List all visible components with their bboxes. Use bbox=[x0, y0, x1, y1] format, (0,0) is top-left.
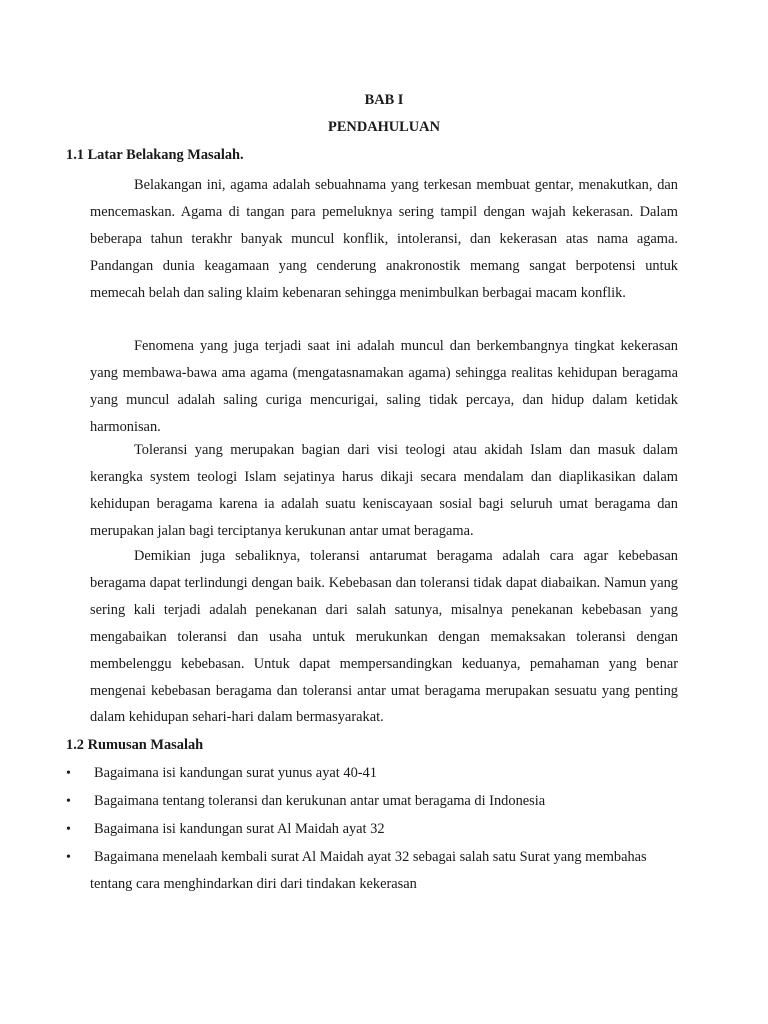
bullet-icon: • bbox=[66, 766, 71, 781]
paragraph: Demikian juga sebaliknya, toleransi antarumat beragama adalah cara agar kebebasan beragama dapat terlindungi dengan baik. Kebebasan dan toleransi tidak dapat diabaikan. Namun yang sering kali terjadi adalah penekanan dari salah satunya, misalnya penekanan kebebasan yang mengabaikan toleransi dan usaha untuk merukunkan dengan memaksakan toleransi dengan membelenggu kebebasan. Untuk dapat mempersandingkan keduanya, pemahaman yang benar mengenai kebebasan beragama dan toleransi antar umat beragama merupakan sesuatu yang penting dalam kehidupan sehari-hari dalam bermasyarakat. bbox=[90, 548, 678, 726]
bullet-icon: • bbox=[66, 850, 71, 865]
list-item-text: Bagaimana tentang toleransi dan kerukunan antar umat beragama di Indonesia bbox=[94, 793, 546, 809]
problem-list bbox=[64, 760, 684, 898]
list-item bbox=[64, 760, 684, 787]
section-heading-problem-formulation: 1.2 Rumusan Masalah bbox=[66, 737, 204, 753]
chapter-subtitle: PENDAHULUAN bbox=[328, 119, 440, 135]
paragraph: Belakangan ini, agama adalah sebuahnama yang terkesan membuat gentar, menakutkan, dan mencemaskan. Agama di tangan para pemeluknya sering tampil dengan wajah kekerasan. Dalam beberapa tahun terakhr banyak muncul konflik, intoleransi, dan kekerasan atas nama agama. Pandangan dunia keagamaan yang cenderung anakronostik memang sangat berpotensi untuk memecah belah dan saling klaim kebenaran sehingga menimbulkan berbagai macam konflik. bbox=[90, 177, 678, 301]
list-item-text: Bagaimana isi kandungan surat Al Maidah ayat 32 bbox=[94, 821, 385, 837]
chapter-title: BAB I bbox=[364, 92, 404, 108]
paragraph: Fenomena yang juga terjadi saat ini adalah muncul dan berkembangnya tingkat kekerasan yang membawa-bawa ama agama (mengatasnamakan agama) sehingga realitas kehidupan beragama yang muncul adalah saling curiga mencurigai, saling tidak percaya, dan hidup dalam ketidak harmonisan. bbox=[90, 338, 678, 435]
bullet-icon: • bbox=[66, 794, 71, 809]
list-item-text-continuation: tentang cara menghindarkan diri dari tindakan kekerasan bbox=[90, 876, 417, 892]
list-item bbox=[64, 816, 684, 843]
list-item bbox=[64, 788, 684, 815]
bullet-icon: • bbox=[66, 822, 71, 837]
section-heading-background: 1.1 Latar Belakang Masalah. bbox=[66, 147, 244, 163]
list-item-text: Bagaimana isi kandungan surat yunus ayat 40-41 bbox=[94, 765, 377, 781]
list-item bbox=[64, 844, 684, 898]
list-item-text: Bagaimana menelaah kembali surat Al Maidah ayat 32 sebagai salah satu Surat yang membahas bbox=[94, 849, 647, 865]
paragraph: Toleransi yang merupakan bagian dari visi teologi atau akidah Islam dan masuk dalam kerangka system teologi Islam sejatinya harus dikaji secara mendalam dan diaplikasikan dalam kehidupan beragama karena ia adalah suatu keniscayaan sosial bagi seluruh umat beragama dan merupakan jalan bagi terciptanya kerukunan antar umat beragama. bbox=[90, 442, 678, 539]
